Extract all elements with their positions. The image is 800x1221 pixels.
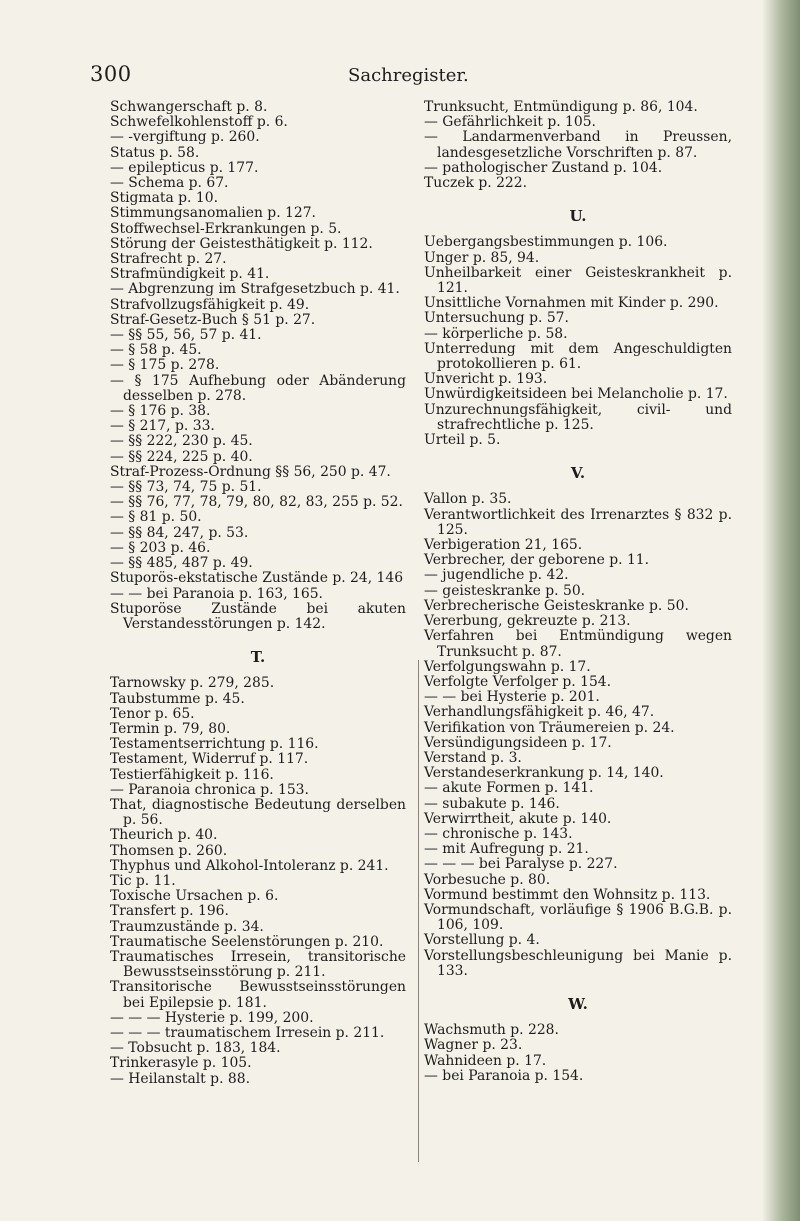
index-entry: — §§ 84, 247, p. 53. xyxy=(110,524,249,541)
index-entry: Uebergangsbestimmungen p. 106. xyxy=(424,234,668,251)
index-column-left xyxy=(110,100,406,1087)
index-entry: Wahnideen p. 17. xyxy=(424,1052,547,1069)
index-entry: Unger p. 85, 94. xyxy=(424,249,540,266)
index-column-right xyxy=(424,100,732,1084)
index-entry: Stuporöse Zustände bei akuten Verstandesstörungen p. 142. xyxy=(110,600,406,632)
index-entry: Stoffwechsel-Erkrankungen p. 5. xyxy=(110,220,342,237)
index-entry: Trinkerasyle p. 105. xyxy=(110,1055,252,1072)
index-entry: — Paranoia chronica p. 153. xyxy=(110,781,309,798)
section-letter-heading: T. xyxy=(250,648,266,667)
index-entry: Vormund bestimmt den Wohnsitz p. 113. xyxy=(424,886,711,903)
index-entry: — jugendliche p. 42. xyxy=(424,567,569,584)
index-entry: Störung der Geistesthätigkeit p. 112. xyxy=(110,235,373,252)
index-entry: Transfert p. 196. xyxy=(110,903,229,920)
index-entry: Straf-Gesetz-Buch § 51 p. 27. xyxy=(110,311,316,328)
index-entry: — — bei Hysterie p. 201. xyxy=(424,689,600,706)
index-entry: Trunksucht, Entmündigung p. 86, 104. xyxy=(424,99,698,115)
index-entry: — § 175 p. 278. xyxy=(110,357,220,374)
index-entry: Straf-Prozess-Ordnung §§ 56, 250 p. 47. xyxy=(110,463,391,480)
index-entry: Tuczek p. 222. xyxy=(424,175,528,192)
index-entry: Versündigungsideen p. 17. xyxy=(424,734,612,751)
index-entry: Tenor p. 65. xyxy=(110,705,195,722)
index-entry: — chronische p. 143. xyxy=(424,825,573,842)
index-entry: Verfolgte Verfolger p. 154. xyxy=(424,673,612,690)
index-entry: — -vergiftung p. 260. xyxy=(110,129,260,146)
index-entry: — § 217, p. 33. xyxy=(110,418,215,435)
index-entry: — — — Hysterie p. 199, 200. xyxy=(110,1009,314,1026)
index-entry: Urteil p. 5. xyxy=(424,432,501,449)
index-entry: Verwirrtheit, akute p. 140. xyxy=(424,810,612,827)
index-entry: Unsittliche Vornahmen mit Kinder p. 290. xyxy=(424,295,719,312)
index-entry: Stigmata p. 10. xyxy=(110,190,218,207)
index-entry: — Abgrenzung im Strafgesetzbuch p. 41. xyxy=(110,281,400,298)
index-entry: — bei Paranoia p. 154. xyxy=(424,1067,584,1084)
index-entry: Traumatisches Irresein, transitorische Bewusstseinsstörung p. 211. xyxy=(110,948,406,981)
index-entry: Wagner p. 23. xyxy=(424,1037,523,1054)
index-entry: Vorstellung p. 4. xyxy=(424,932,540,949)
index-entry: Wachsmuth p. 228. xyxy=(424,1022,559,1039)
index-entry: Tic p. 11. xyxy=(110,872,176,889)
index-entry: Vormundschaft, vorläufige § 1906 B.G.B. p. 106, 109. xyxy=(424,901,732,934)
index-entry: Taubstumme p. 45. xyxy=(110,690,245,707)
index-entry: — mit Aufregung p. 21. xyxy=(424,841,589,858)
index-entry: Vallon p. 35. xyxy=(424,491,512,508)
index-entry: — körperliche p. 58. xyxy=(424,325,568,342)
index-entry: — epilepticus p. 177. xyxy=(110,159,259,176)
index-entry: Testament, Widerruf p. 117. xyxy=(110,751,309,768)
index-entry: Untersuchung p. 57. xyxy=(424,310,569,327)
running-head: Sachregister. xyxy=(348,65,469,86)
index-entry: — § 58 p. 45. xyxy=(110,342,202,359)
index-entry: Verantwortlichkeit des Irrenarztes § 832 p. 125. xyxy=(424,506,732,538)
index-entry: Stuporös-ekstatische Zustände p. 24, 146 xyxy=(110,570,404,587)
section-letter-heading: V. xyxy=(570,464,586,483)
index-entry: — — bei Paranoia p. 163, 165. xyxy=(110,585,323,602)
index-entry: Theurich p. 40. xyxy=(110,827,218,844)
index-entry: — — — traumatischem Irresein p. 211. xyxy=(110,1024,385,1041)
index-entry: Verfahren bei Entmündigung wegen Trunksucht p. 87. xyxy=(424,628,732,660)
index-entry: Verfolgungswahn p. 17. xyxy=(424,658,591,675)
section-letter-heading: U. xyxy=(569,207,587,226)
index-entry: Verifikation von Träumereien p. 24. xyxy=(424,719,675,736)
index-entry: Vererbung, gekreuzte p. 213. xyxy=(424,613,631,630)
index-entry: That, diagnostische Bedeutung derselben p. 56. xyxy=(110,796,406,829)
section-letter-heading: W. xyxy=(568,994,588,1013)
index-entry: Strafmündigkeit p. 41. xyxy=(110,266,270,283)
index-entry: — Gefährlichkeit p. 105. xyxy=(424,114,596,131)
index-entry: Vorbesuche p. 80. xyxy=(424,871,551,888)
index-entry: Testamentserrichtung p. 116. xyxy=(110,736,319,753)
index-entry: — akute Formen p. 141. xyxy=(424,780,594,797)
index-entry: — geisteskranke p. 50. xyxy=(424,582,586,599)
index-entry: Strafvollzugsfähigkeit p. 49. xyxy=(110,296,310,313)
index-entry: Verhandlungsfähigkeit p. 46, 47. xyxy=(424,704,655,721)
index-entry: Unheilbarkeit einer Geisteskrankheit p. 121. xyxy=(424,264,732,297)
index-entry: Schwefelkohlenstoff p. 6. xyxy=(110,114,288,131)
index-entry: Stimmungsanomalien p. 127. xyxy=(110,205,316,222)
index-entry: Thyphus und Alkohol-Intoleranz p. 241. xyxy=(110,857,389,874)
index-entry: — § 175 Aufhebung oder Abänderung desselben p. 278. xyxy=(110,372,406,404)
index-entry: Unzurechnungsfähigkeit, civil- und strafrechtliche p. 125. xyxy=(424,401,732,433)
page-number: 300 xyxy=(90,62,132,86)
index-entry: — Heilanstalt p. 88. xyxy=(110,1070,250,1087)
index-entry: — Tobsucht p. 183, 184. xyxy=(110,1040,281,1057)
index-entry: Verstandeserkrankung p. 14, 140. xyxy=(424,765,664,782)
index-entry: Verstand p. 3. xyxy=(424,749,522,766)
index-entry: — §§ 485, 487 p. 49. xyxy=(110,555,253,572)
index-entry: — §§ 76, 77, 78, 79, 80, 82, 83, 255 p. 52. xyxy=(110,494,403,511)
index-entry: — Landarmenverband in Preussen, landesgesetzliche Vorschriften p. 87. xyxy=(424,129,732,161)
index-entry: Unvericht p. 193. xyxy=(424,371,548,388)
index-entry: Vorstellungsbeschleunigung bei Manie p. 133. xyxy=(424,947,732,979)
index-entry: Transitorische Bewusstseinsstörungen bei Epilepsie p. 181. xyxy=(110,979,406,1011)
page-edge-shadow xyxy=(762,0,800,1221)
column-divider xyxy=(418,660,419,1162)
index-entry: — §§ 73, 74, 75 p. 51. xyxy=(110,479,262,496)
index-entry: — subakute p. 146. xyxy=(424,795,560,812)
index-entry: Traumatische Seelenstörungen p. 210. xyxy=(110,933,384,950)
index-entry: Toxische Ursachen p. 6. xyxy=(110,888,279,905)
index-entry: Status p. 58. xyxy=(110,144,200,161)
index-entry: — — — bei Paralyse p. 227. xyxy=(424,856,618,873)
index-entry: Thomsen p. 260. xyxy=(110,842,228,859)
index-entry: — §§ 222, 230 p. 45. xyxy=(110,433,253,450)
index-entry: — Schema p. 67. xyxy=(110,175,229,192)
index-entry: Unterredung mit dem Angeschuldigten protokollieren p. 61. xyxy=(424,340,732,373)
index-entry: Verbrecher, der geborene p. 11. xyxy=(424,552,650,569)
index-entry: — § 81 p. 50. xyxy=(110,509,202,526)
index-entry: — § 203 p. 46. xyxy=(110,539,211,556)
index-entry: Testierfähigkeit p. 116. xyxy=(110,766,274,783)
index-entry: — pathologischer Zustand p. 104. xyxy=(424,159,663,176)
index-entry: — §§ 55, 56, 57 p. 41. xyxy=(110,327,262,344)
index-entry: Traumzustände p. 34. xyxy=(110,918,264,935)
index-entry: Verbigeration 21, 165. xyxy=(424,537,583,554)
index-entry: — § 176 p. 38. xyxy=(110,403,211,420)
index-entry: Schwangerschaft p. 8. xyxy=(110,99,268,115)
index-entry: Termin p. 79, 80. xyxy=(110,720,231,737)
index-entry: Tarnowsky p. 279, 285. xyxy=(110,675,275,692)
index-entry: Unwürdigkeitsideen bei Melancholie p. 17. xyxy=(424,386,728,403)
index-entry: — §§ 224, 225 p. 40. xyxy=(110,448,253,465)
index-entry: Verbrecherische Geisteskranke p. 50. xyxy=(424,597,689,614)
index-entry: Strafrecht p. 27. xyxy=(110,251,227,268)
